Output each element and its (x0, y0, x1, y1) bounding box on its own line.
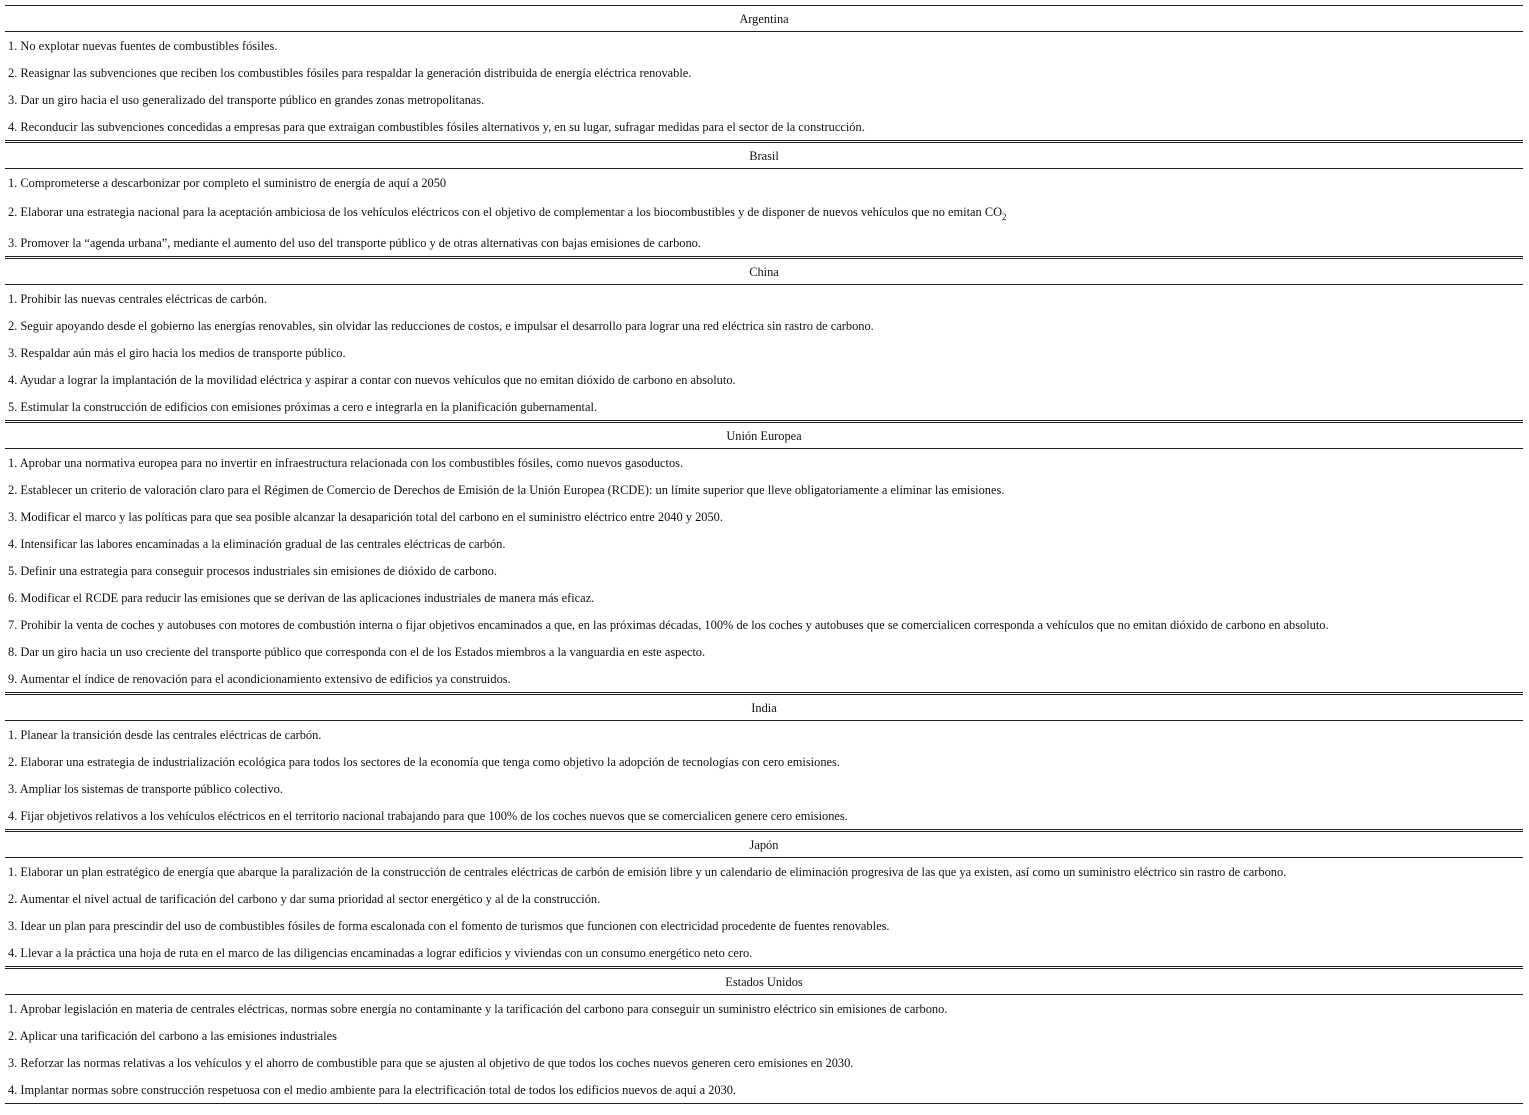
section-argentina (5, 5, 1523, 140)
list-item: 2. Elaborar una estrategia de industrialización ecológica para todos los sectores de la economía que tenga como objetivo la adopción de tecnologías con cero emisiones. (8, 755, 840, 769)
list-item-text: 2. Elaborar una estrategia nacional para la aceptación ambiciosa de los vehículos eléctricos con el objetivo de complementar a los biocombustibles y de disponer de nuevos vehículos que no emitan CO (8, 205, 1003, 219)
list-item: 3. Modificar el marco y las políticas para que sea posible alcanzar la desaparición total del carbono en el suministro eléctrico entre 2040 y 2050. (8, 510, 723, 524)
section-china (5, 256, 1523, 420)
section-brasil (5, 140, 1523, 256)
list-item: 3. Dar un giro hacia el uso generalizado del transporte público en grandes zonas metropolitanas. (8, 93, 485, 107)
list-item: 2. Seguir apoyando desde el gobierno las energías renovables, sin olvidar las reducciones de costos, e impulsar el desarrollo para lograr una red eléctrica sin rastro de carbono. (8, 319, 874, 333)
list-item: 4. Llevar a la práctica una hoja de ruta en el marco de las diligencias encaminadas a lograr edificios y viviendas con un consumo energético neto cero. (8, 946, 753, 960)
list-item: 1. Aprobar legislación en materia de centrales eléctricas, normas sobre energía no contaminante y la tarificación del carbono para conseguir un suministro eléctrico sin emisiones de carbono. (8, 1002, 948, 1016)
list-item: 1. Comprometerse a descarbonizar por completo el suministro de energía de aquí a 2050 (8, 176, 447, 190)
list-item: 4. Ayudar a lograr la implantación de la movilidad eléctrica y aspirar a contar con nuevos vehículos que no emitan dióxido de carbono en absoluto. (8, 373, 736, 387)
list-item: 3. Idear un plan para prescindir del uso de combustibles fósiles de forma escalonada con el fomento de turismos que funcionen con electricidad procedente de fuentes renovables. (8, 919, 890, 933)
list-item: 3. Promover la “agenda urbana”, mediante el aumento del uso del transporte público y de otras alternativas con bajas emisiones de carbono. (8, 236, 701, 250)
country-header: Brasil (5, 143, 1523, 169)
list-item: 2. Establecer un criterio de valoración claro para el Régimen de Comercio de Derechos de Emisión de la Unión Europea (RCDE): un límite superior que lleve obligatoriamente a eliminar las emisiones. (8, 483, 1005, 497)
section-union-europea (5, 420, 1523, 692)
subscript-text: 2 (1002, 212, 1007, 222)
section-india (5, 692, 1523, 829)
list-item: 5. Estimular la construcción de edificios con emisiones próximas a cero e integrarla en la planificación gubernamental. (8, 400, 598, 414)
list-item: 5. Definir una estrategia para conseguir procesos industriales sin emisiones de dióxido de carbono. (8, 564, 497, 578)
section-japon (5, 829, 1523, 966)
list-item: 1. No explotar nuevas fuentes de combustibles fósiles. (8, 39, 278, 53)
list-item: 3. Reforzar las normas relativas a los vehículos y el ahorro de combustible para que se ajusten al objetivo de que todos los coches nuevos generen cero emisiones en 2030. (8, 1056, 854, 1070)
list-item: 2. Aplicar una tarificación del carbono a las emisiones industriales (8, 1029, 337, 1043)
country-header: Unión Europea (5, 423, 1523, 449)
list-item: 1. Prohibir las nuevas centrales eléctricas de carbón. (8, 292, 268, 306)
list-item: 4. Intensificar las labores encaminadas a la eliminación gradual de las centrales eléctricas de carbón. (8, 537, 506, 551)
list-item: 3. Ampliar los sistemas de transporte público colectivo. (8, 782, 283, 796)
list-item: 1. Aprobar una normativa europea para no invertir en infraestructura relacionada con los combustibles fósiles, como nuevos gasoductos. (8, 456, 684, 470)
country-header: Estados Unidos (5, 969, 1523, 995)
list-item: 4. Fijar objetivos relativos a los vehículos eléctricos en el territorio nacional trabajando para que 100% de los coches nuevos que se comercialicen genere cero emisiones. (8, 809, 848, 823)
country-header: Argentina (5, 6, 1523, 32)
list-item: 1. Planear la transición desde las centrales eléctricas de carbón. (8, 728, 322, 742)
section-estados-unidos (5, 966, 1523, 1104)
country-header: China (5, 259, 1523, 285)
list-item: 6. Modificar el RCDE para reducir las emisiones que se derivan de las aplicaciones industriales de manera más eficaz. (8, 591, 595, 605)
list-item: 4. Reconducir las subvenciones concedidas a empresas para que extraigan combustibles fósiles alternativos y, en su lugar, sufragar medidas para el sector de la construcción. (8, 120, 865, 134)
list-item: 9. Aumentar el índice de renovación para el acondicionamiento extensivo de edificios ya construidos. (8, 672, 511, 686)
list-item: 2. Reasignar las subvenciones que reciben los combustibles fósiles para respaldar la generación distribuida de energía eléctrica renovable. (8, 66, 692, 80)
list-item: 7. Prohibir la venta de coches y autobuses con motores de combustión interna o fijar objetivos encaminados a que, en las próximas décadas, 100% de los coches y autobuses que se comercialicen corresponda a vehículos que no emitan dióxido de carbono en absoluto. (8, 618, 1329, 632)
country-header: India (5, 695, 1523, 721)
country-header: Japón (5, 832, 1523, 858)
list-item: 2. Aumentar el nivel actual de tarificación del carbono y dar suma prioridad al sector energético y al de la construcción. (8, 892, 601, 906)
list-item: 1. Elaborar un plan estratégico de energía que abarque la paralización de la construcción de centrales eléctricas de carbón de emisión libre y un calendario de eliminación progresiva de las que ya existen, así como un suministro eléctrico sin rastro de carbono. (8, 865, 1287, 879)
policy-table (5, 5, 1523, 1104)
list-item: 4. Implantar normas sobre construcción respetuosa con el medio ambiente para la electrificación total de todos los edificios nuevos de aquí a 2030. (8, 1083, 737, 1097)
list-item (5, 196, 1523, 229)
list-item: 8. Dar un giro hacia un uso creciente del transporte público que corresponda con el de los Estados miembros a la vanguardia en este aspecto. (8, 645, 706, 659)
list-item: 3. Respaldar aún más el giro hacia los medios de transporte público. (8, 346, 346, 360)
